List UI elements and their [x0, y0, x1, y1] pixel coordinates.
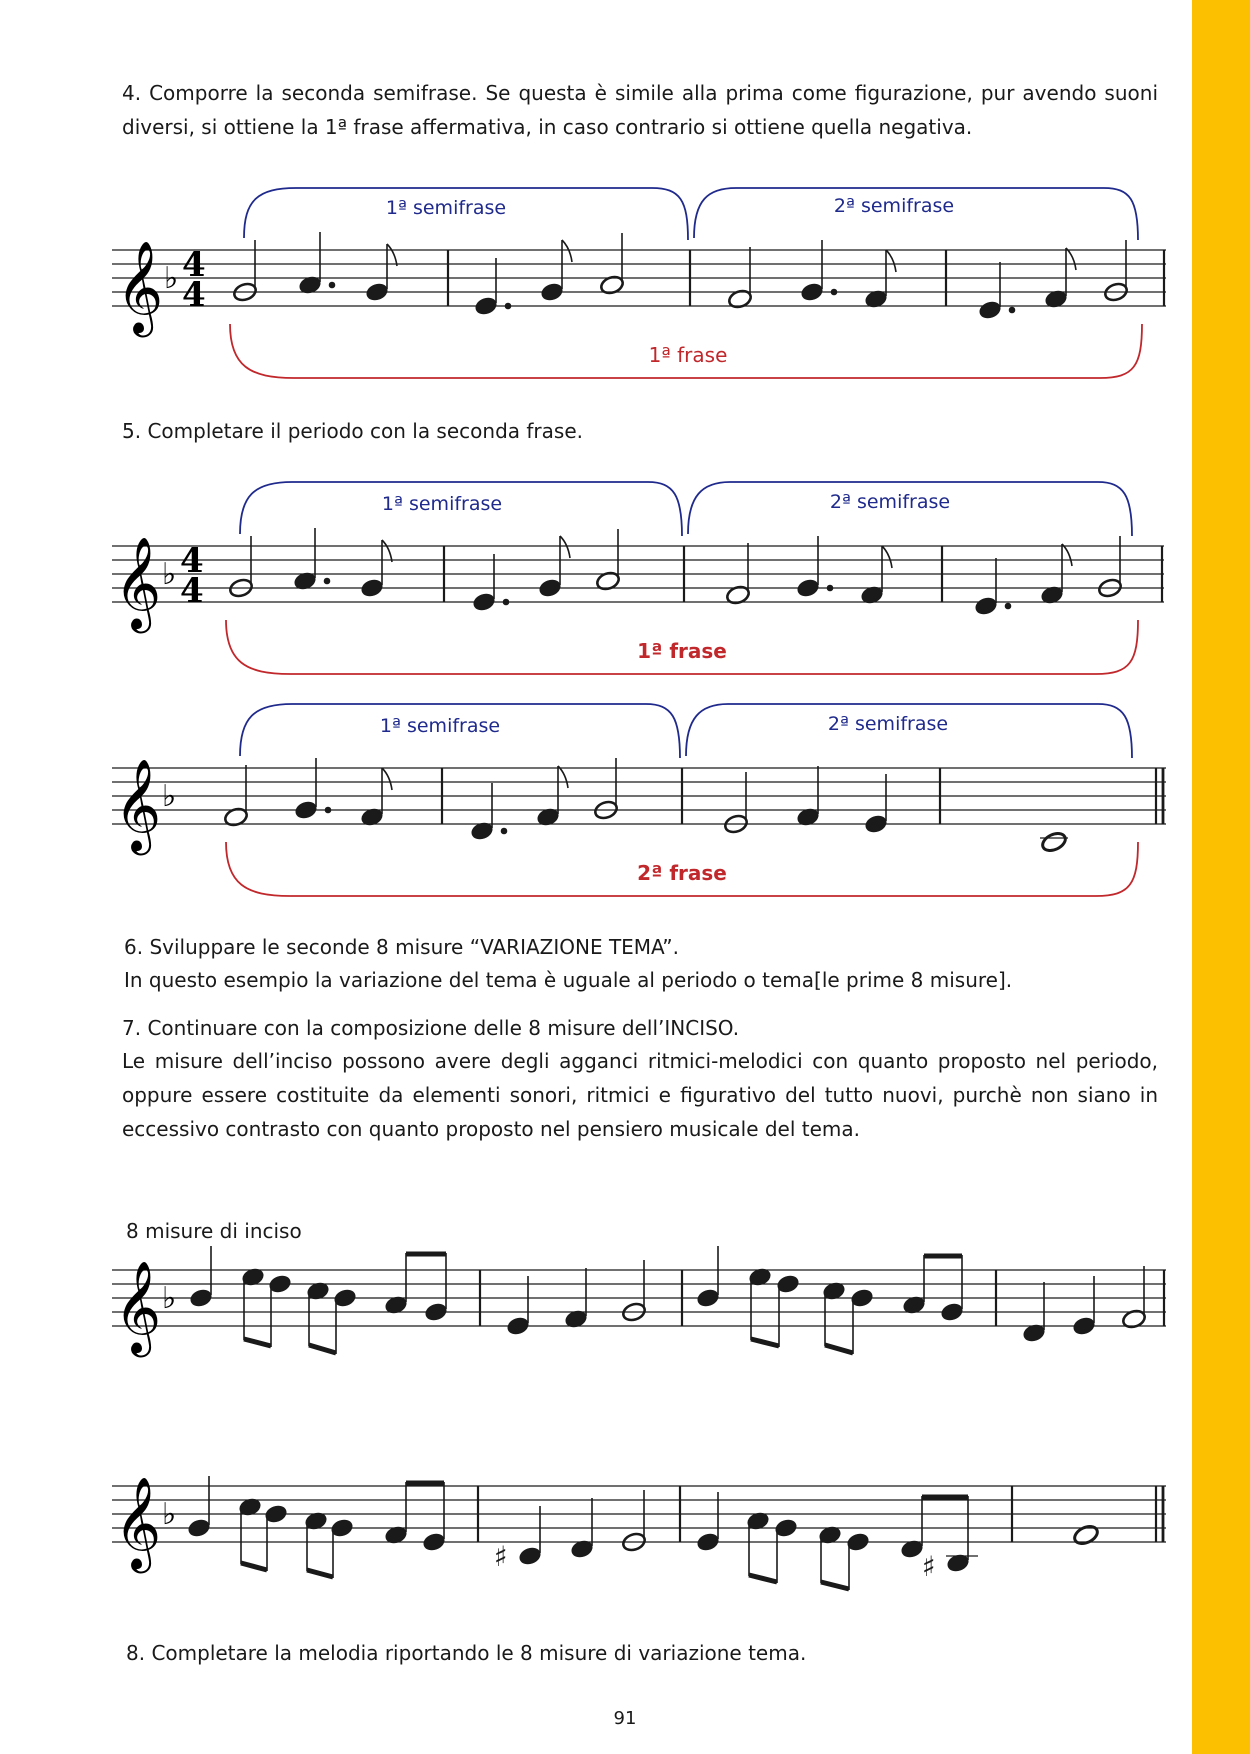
time-signature-top: 4	[182, 245, 206, 285]
note	[796, 578, 820, 598]
flat-icon: ♭	[164, 261, 179, 296]
note	[472, 592, 496, 612]
staff-inciso-1	[0, 1240, 1250, 1410]
semifrase-1-label: 1ª semifrase	[381, 493, 503, 515]
staff-example-1	[0, 0, 1250, 400]
sharp-icon: ♯	[922, 1550, 936, 1583]
flat-icon: ♭	[162, 557, 177, 592]
step-5-text: 5. Completare il periodo con la seconda frase.	[122, 419, 583, 443]
note	[189, 1288, 213, 1308]
time-signature-top: 4	[180, 541, 204, 581]
treble-clef-icon: 𝄞	[114, 1260, 162, 1353]
staff-example-3	[0, 680, 1250, 940]
note	[360, 578, 384, 598]
page-number: 91	[613, 1708, 637, 1729]
note	[1072, 1316, 1096, 1336]
frase-1-label: 1ª frase	[648, 343, 728, 367]
note	[940, 1302, 964, 1322]
time-signature-bottom: 4	[182, 275, 206, 315]
treble-clef-icon: 𝄞	[116, 240, 164, 333]
step-6-text: In questo esempio la variazione del tema è uguale al periodo o tema[le prime 8 misure].	[124, 968, 1013, 992]
step-8-text: 8. Completare la melodia riportando le 8 misure di variazione tema.	[126, 1641, 807, 1665]
frase-1-label: 1ª frase	[637, 639, 727, 663]
semifrase-2-label: 2ª semifrase	[829, 491, 951, 513]
whole-note	[1040, 830, 1068, 854]
frase-2-label: 2ª frase	[637, 861, 727, 885]
step-6-title: 6. Sviluppare le seconde 8 misure “VARIAZIONE TEMA”.	[124, 935, 679, 959]
inciso-label: 8 misure di inciso	[126, 1219, 302, 1243]
step-7-title: 7. Continuare con la composizione delle 8 misure dell’INCISO.	[122, 1016, 740, 1040]
note	[474, 296, 498, 316]
note	[540, 282, 564, 302]
semifrase-1-label: 1ª semifrase	[385, 197, 507, 219]
sharp-icon: ♯	[494, 1540, 508, 1573]
treble-clef-icon: 𝄞	[114, 536, 162, 629]
note	[365, 282, 389, 302]
note	[696, 1288, 720, 1308]
treble-clef-icon: 𝄞	[114, 758, 162, 851]
note	[978, 300, 1002, 320]
semifrase-2-label: 2ª semifrase	[833, 195, 955, 217]
note	[696, 1532, 720, 1552]
note	[538, 578, 562, 598]
staff-inciso-2	[0, 1456, 1250, 1626]
note	[800, 282, 824, 302]
note	[424, 1302, 448, 1322]
note	[187, 1518, 211, 1538]
note	[974, 596, 998, 616]
note	[864, 814, 888, 834]
step-7-text: Le misure dell’inciso possono avere degli agganci ritmici-melodici con quanto proposto nel periodo, oppure essere costituite da elementi sonori, ritmici e figurativo del tutto nuovi, purchè non siano in eccessivo contrasto con quanto proposto nel pensiero musicale del tema.	[122, 1049, 1158, 1141]
flat-icon: ♭	[162, 779, 177, 814]
note	[294, 800, 318, 820]
semifrase-2-label: 2ª semifrase	[827, 713, 949, 735]
note	[506, 1316, 530, 1336]
treble-clef-icon: 𝄞	[114, 1476, 162, 1569]
flat-icon: ♭	[162, 1281, 177, 1316]
step-4-text: 4. Comporre la seconda semifrase. Se questa è simile alla prima come figurazione, pur avendo suoni diversi, si ottiene la 1ª frase affermativa, in caso contrario si ottiene quella negativa.	[122, 81, 1158, 139]
note	[422, 1532, 446, 1552]
flat-icon: ♭	[162, 1497, 177, 1532]
whole-note	[1072, 1523, 1100, 1547]
semifrase-1-label: 1ª semifrase	[379, 715, 501, 737]
note	[518, 1546, 542, 1566]
time-signature-bottom: 4	[180, 571, 204, 611]
